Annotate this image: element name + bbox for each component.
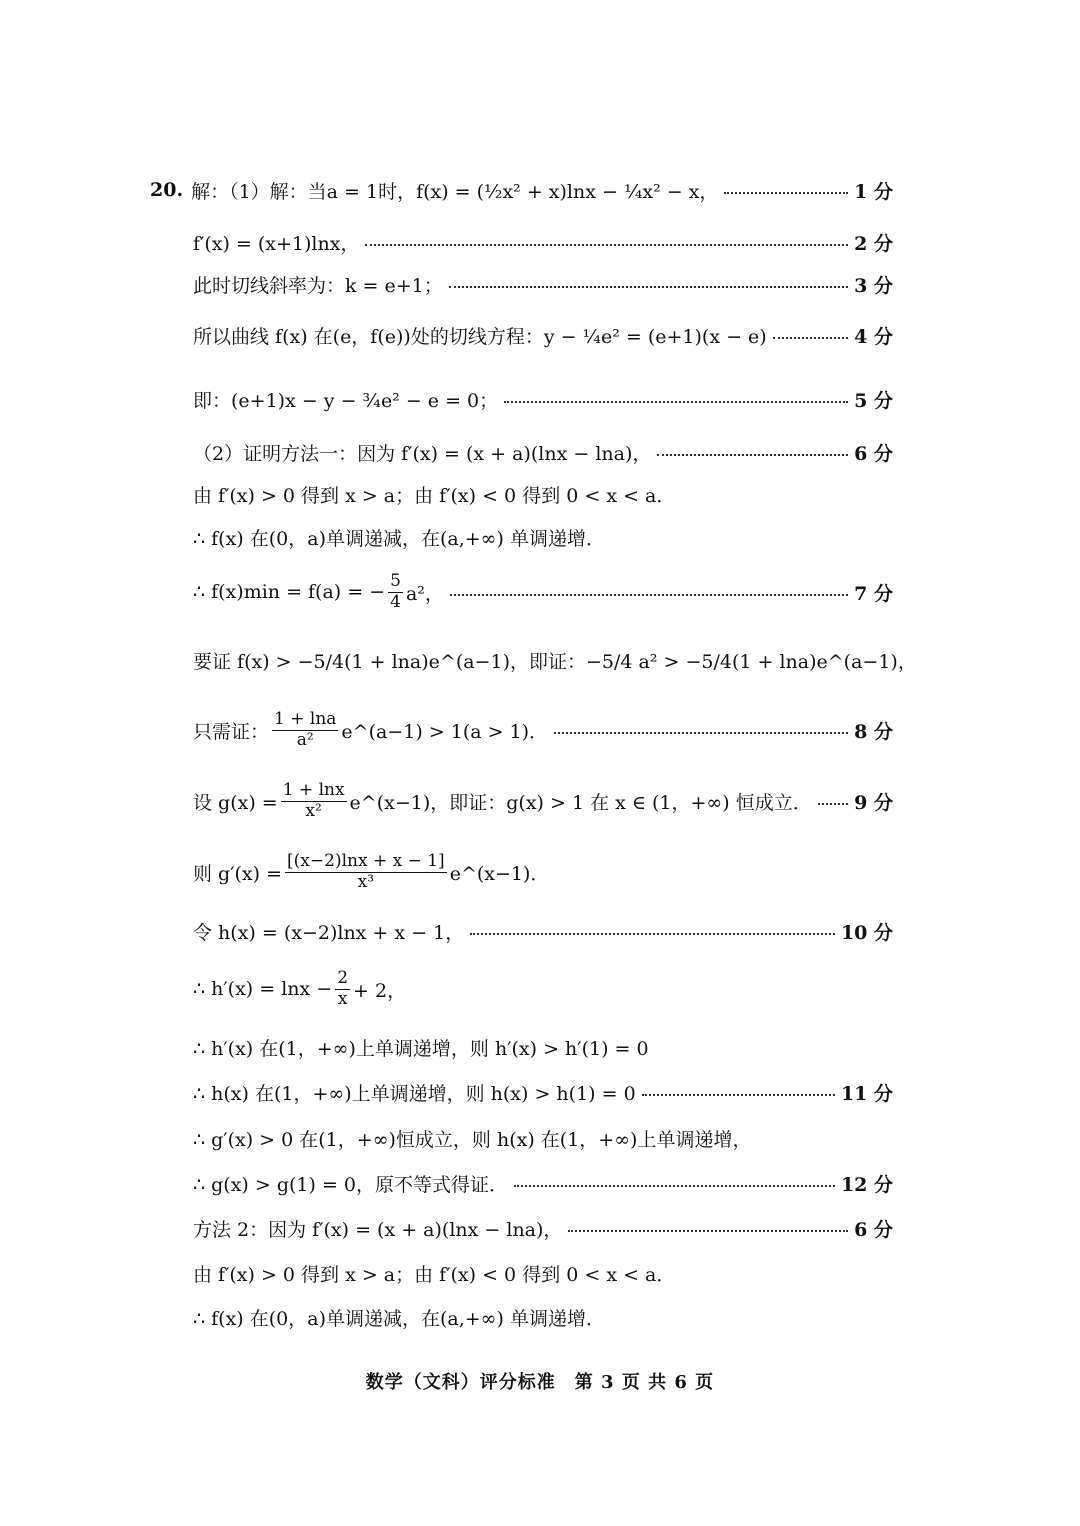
fraction-denominator: 4 — [390, 591, 401, 612]
score-label: 7 分 — [854, 582, 893, 605]
line-text: 要证 f(x) > −5/4(1 + lna)e^(a−1)，即证：−5/4 a² > −5/4(1 + lna)e^(a−1)， — [193, 650, 917, 673]
line-content — [193, 322, 767, 349]
line-content — [193, 647, 917, 674]
line-text: ∴ h(x) 在(1，+∞)上单调递增，则 h(x) > h(1) = 0 — [193, 1082, 636, 1105]
score-label: 2 分 — [854, 232, 893, 255]
solution-line — [193, 1072, 893, 1112]
dot-leader — [504, 401, 848, 403]
score-label: 12 分 — [840, 1173, 893, 1196]
fraction-numerator: [(x−2)lnx + x − 1] — [287, 850, 445, 871]
solution-line — [193, 315, 893, 355]
line-text: 设 g(x) = — [193, 791, 278, 814]
solution-line — [193, 1253, 893, 1293]
score-label: 5 分 — [854, 389, 893, 412]
line-text: 则 g′(x) = — [193, 862, 283, 885]
dot-leader — [773, 337, 848, 339]
solution-line — [193, 517, 893, 557]
fraction-numerator: 5 — [390, 570, 401, 591]
line-text-after: a²， — [405, 582, 444, 605]
score-label: 4 分 — [854, 325, 893, 348]
score-label: 6 分 — [854, 442, 893, 465]
solution-line — [193, 1163, 893, 1203]
solution-line — [193, 432, 893, 472]
line-text: ∴ f(x) 在(0，a)单调递减，在(a,+∞) 单调递增． — [193, 527, 605, 550]
dot-leader — [554, 732, 848, 734]
question-number: 20. — [150, 179, 184, 201]
dot-leader — [470, 933, 835, 935]
line-text: 解：（1）解：当a = 1时，f(x) = (½x² + x)lnx − ¼x² − x， — [191, 180, 719, 203]
score-label: 10 分 — [840, 921, 893, 944]
dot-leader — [657, 454, 848, 456]
solution-line — [193, 640, 917, 680]
solution-line — [193, 969, 893, 1009]
dot-leader — [365, 244, 848, 246]
solution-line — [193, 1297, 893, 1337]
line-content — [193, 1170, 508, 1197]
solution-line — [193, 1208, 893, 1248]
line-text: 只需证： — [193, 720, 270, 743]
fraction-denominator: x² — [305, 800, 322, 821]
line-content — [193, 1125, 751, 1152]
line-content — [193, 386, 498, 413]
line-text-after: e^(x−1)，即证：g(x) > 1 在 x ∈ (1，+∞) 恒成立． — [349, 791, 812, 814]
line-content — [193, 481, 675, 508]
solution-line — [193, 222, 893, 262]
fraction — [388, 572, 403, 612]
dot-leader — [642, 1094, 835, 1096]
line-text: ∴ h′(x) 在(1，+∞)上单调递增，则 h′(x) > h′(1) = 0 — [193, 1037, 649, 1060]
dot-leader — [568, 1230, 848, 1232]
line-text: （2）证明方法一：因为 f′(x) = (x + a)(lnx − lna)， — [193, 442, 652, 465]
dot-leader — [724, 192, 848, 194]
dot-leader — [449, 286, 848, 288]
line-text: ∴ g′(x) > 0 在(1，+∞)恒成立，则 h(x) 在(1，+∞)上单调递增， — [193, 1128, 752, 1151]
score-label: 11 分 — [840, 1082, 893, 1105]
line-content — [193, 572, 444, 612]
solution-line — [193, 379, 893, 419]
dot-leader — [818, 803, 848, 805]
score-label: 6 分 — [854, 1218, 893, 1241]
line-content — [193, 781, 812, 821]
fraction-denominator: x — [337, 988, 348, 1009]
solution-line — [150, 170, 893, 210]
score-label: 1 分 — [854, 180, 893, 203]
line-content — [193, 1304, 605, 1331]
solution-line — [193, 852, 893, 892]
line-content — [150, 177, 718, 204]
line-content — [193, 1215, 562, 1242]
line-content — [193, 1079, 636, 1106]
score-label: 8 分 — [854, 720, 893, 743]
line-text: ∴ h′(x) = lnx − — [193, 978, 333, 1000]
solution-line — [193, 1118, 893, 1158]
fraction — [272, 710, 338, 750]
line-content — [193, 852, 549, 892]
dot-leader — [450, 594, 848, 596]
line-text: f′(x) = (x+1)lnx， — [193, 232, 360, 255]
solution-line — [193, 264, 893, 304]
fraction — [281, 781, 347, 821]
line-text-after: + 2， — [353, 979, 407, 1002]
fraction-numerator: 1 + lnx — [282, 779, 345, 800]
fraction-denominator: x³ — [357, 871, 375, 892]
line-content — [193, 229, 359, 256]
solution-line — [193, 781, 893, 821]
line-text: ∴ f(x) 在(0，a)单调递减，在(a,+∞) 单调递增． — [193, 1307, 605, 1330]
fraction — [335, 969, 350, 1009]
line-text: 令 h(x) = (x−2)lnx + x − 1， — [193, 921, 465, 944]
line-content — [193, 969, 406, 1009]
line-content — [193, 710, 548, 750]
line-text: 由 f′(x) > 0 得到 x > a；由 f′(x) < 0 得到 0 < x < a． — [193, 484, 676, 507]
line-text-after: e^(a−1) > 1(a > 1)． — [341, 720, 549, 743]
line-content — [193, 918, 464, 945]
line-text: 方法 2：因为 f′(x) = (x + a)(lnx − lna)， — [193, 1218, 563, 1241]
line-text: 即：(e+1)x − y − ¾e² − e = 0； — [193, 389, 499, 412]
line-content — [193, 439, 651, 466]
line-text: ∴ g(x) > g(1) = 0，原不等式得证． — [193, 1173, 508, 1196]
page-footer: 数学（文科）评分标准 第 3 页 共 6 页 — [365, 1372, 715, 1393]
line-text-after: e^(x−1)． — [449, 862, 550, 885]
dot-leader — [514, 1185, 835, 1187]
fraction-denominator: a² — [296, 729, 314, 750]
fraction-numerator: 1 + lna — [274, 708, 337, 729]
solution-line — [193, 1027, 893, 1067]
fraction-numerator: 2 — [337, 967, 349, 988]
line-content — [193, 1034, 649, 1061]
fraction — [285, 852, 447, 892]
solution-line — [193, 710, 893, 750]
line-text: 此时切线斜率为：k = e+1； — [193, 274, 443, 297]
line-content — [193, 1260, 675, 1287]
score-label: 3 分 — [854, 274, 893, 297]
line-text: ∴ f(x)min = f(a) = − — [193, 581, 386, 603]
line-content — [193, 271, 443, 298]
score-label: 9 分 — [854, 791, 893, 814]
line-text: 所以曲线 f(x) 在(e，f(e))处的切线方程：y − ¼e² = (e+1)(x − e) — [193, 325, 767, 348]
line-content — [193, 524, 605, 551]
solution-line — [193, 474, 893, 514]
solution-line — [193, 911, 893, 951]
solution-line — [193, 572, 893, 612]
line-text: 由 f′(x) > 0 得到 x > a；由 f′(x) < 0 得到 0 < x < a． — [193, 1263, 676, 1286]
